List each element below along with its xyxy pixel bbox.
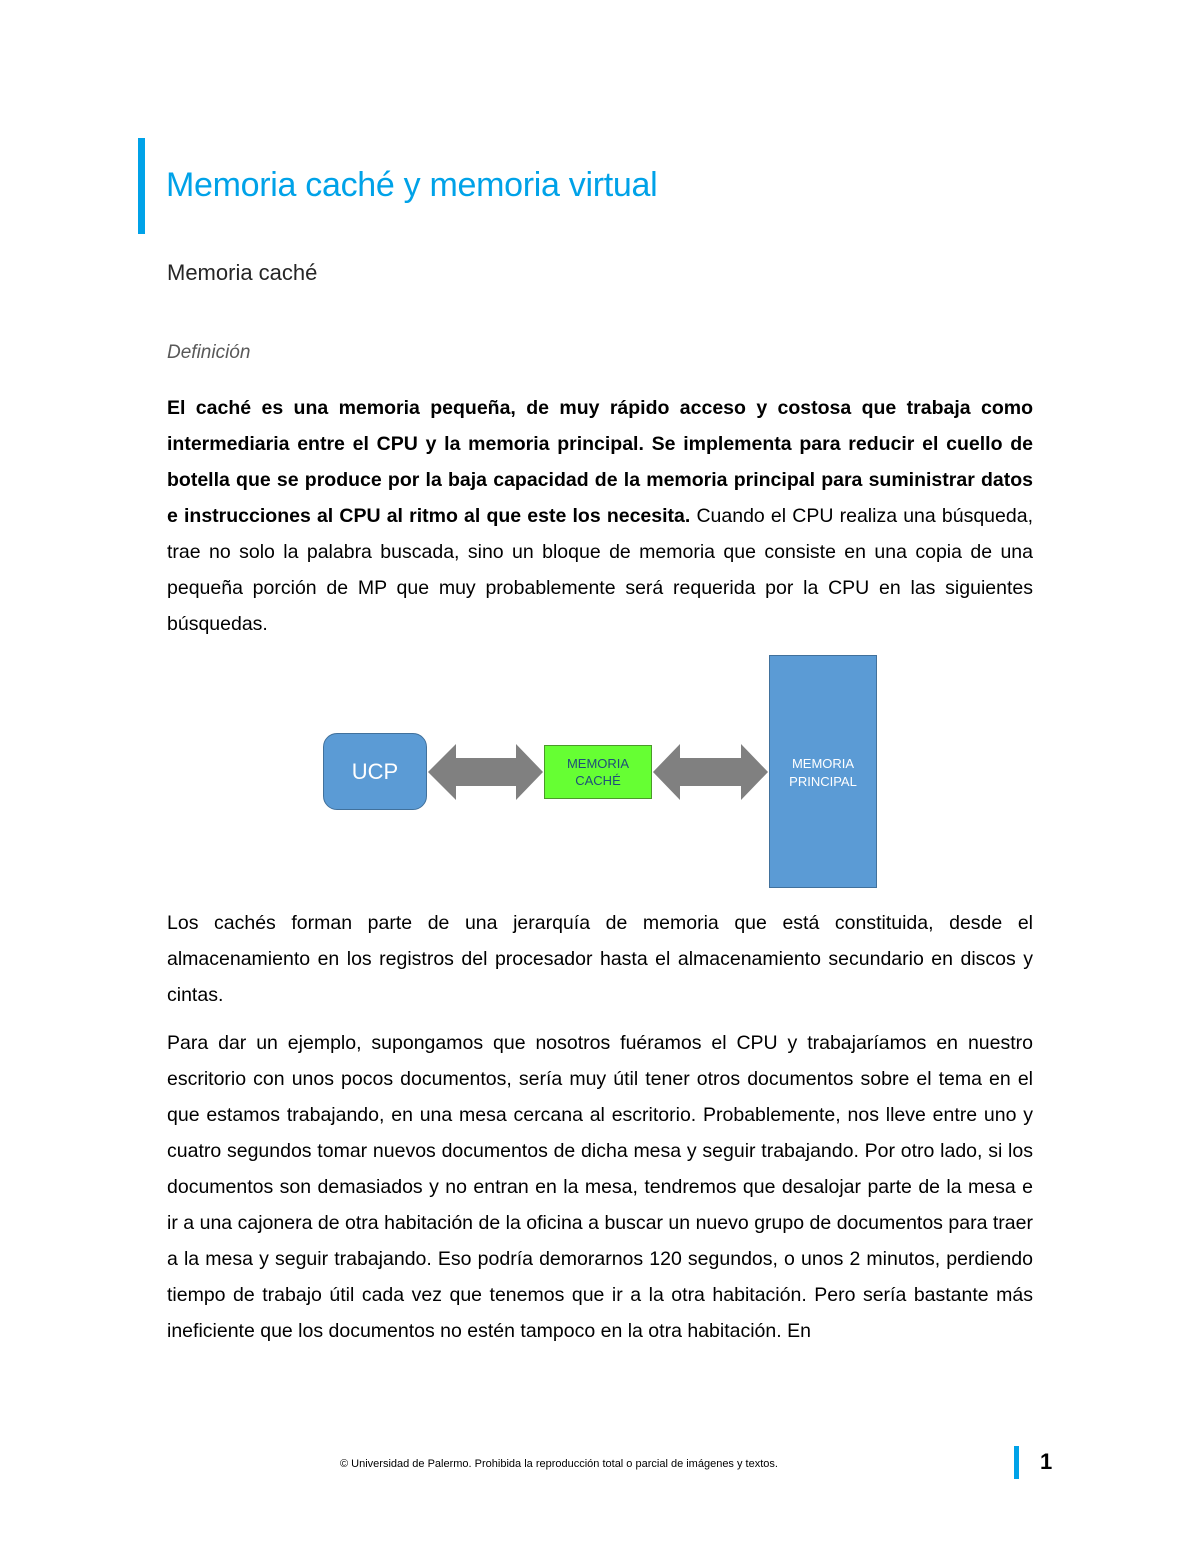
paragraph-definition-bold: El caché es una memoria pequeña, de muy rápido acceso y costosa que trabaja como intermediaria entre el CPU y la memoria principal. Se implementa para reducir el cuello de botella que se produce por la baja capacidad de la memoria principal para suministrar datos e instrucciones al CPU al ritmo al que este los necesita. [167,397,1033,527]
ucp-label: UCP [351,758,399,784]
main-memory-label-line2: PRINCIPAL [789,774,857,789]
main-memory-label-line1: MEMORIA [791,756,855,771]
cache-memory-box [544,745,652,799]
footer-copyright: © Universidad de Palermo. Prohibida la reproducción total o parcial de imágenes y textos. [340,1458,778,1470]
subsection-heading: Definición [167,342,251,363]
cache-label-line2: CACHÉ [575,773,621,788]
main-memory-box [769,655,877,888]
footer-accent-bar [1014,1446,1019,1479]
title-accent-bar [138,138,145,234]
page-number: 1 [1040,1449,1053,1474]
paragraph-example: Para dar un ejemplo, supongamos que nosotros fuéramos el CPU y trabajaríamos en nuestro escritorio con unos pocos documentos, sería muy útil tener otros documentos sobre el tema en el que estamos trabajando, en una mesa cercana al escritorio. Probablemente, nos lleve entre uno y cuatro segundos tomar nuevos documentos de dicha mesa y seguir trabajando. Por otro lado, si los documentos son demasiados y no entran en la mesa, tendremos que desalojar parte de la mesa e ir a una cajonera de otra habitación de la oficina a buscar un nuevo grupo de documentos para traer a la mesa y seguir trabajando. Eso podría demorarnos 120 segundos, o unos 2 minutos, perdiendo tiempo de trabajo útil cada vez que tenemos que ir a la otra habitación. Pero sería bastante más ineficiente que los documentos no estén tampoco en la otra habitación. En [167,1032,1033,1342]
paragraph-definition [167,390,1033,642]
double-arrow-cache-principal [653,744,768,800]
cache-label-line1: MEMORIA [566,756,630,771]
paragraph-definition-rest: Cuando el CPU realiza una búsqueda, trae no solo la palabra buscada, sino un bloque de memoria que consiste en una copia de una pequeña porción de MP que muy probablemente será requerida por la CPU en las siguientes búsquedas. [167,505,1033,635]
double-arrow-ucp-cache [428,744,543,800]
document-title: Memoria caché y memoria virtual [166,166,658,204]
paragraph-hierarchy: Los cachés forman parte de una jerarquía de memoria que está constituida, desde el almacenamiento en los registros del procesador hasta el almacenamiento secundario en discos y cintas. [167,912,1033,1006]
ucp-box [323,733,427,810]
section-heading: Memoria caché [167,260,318,285]
